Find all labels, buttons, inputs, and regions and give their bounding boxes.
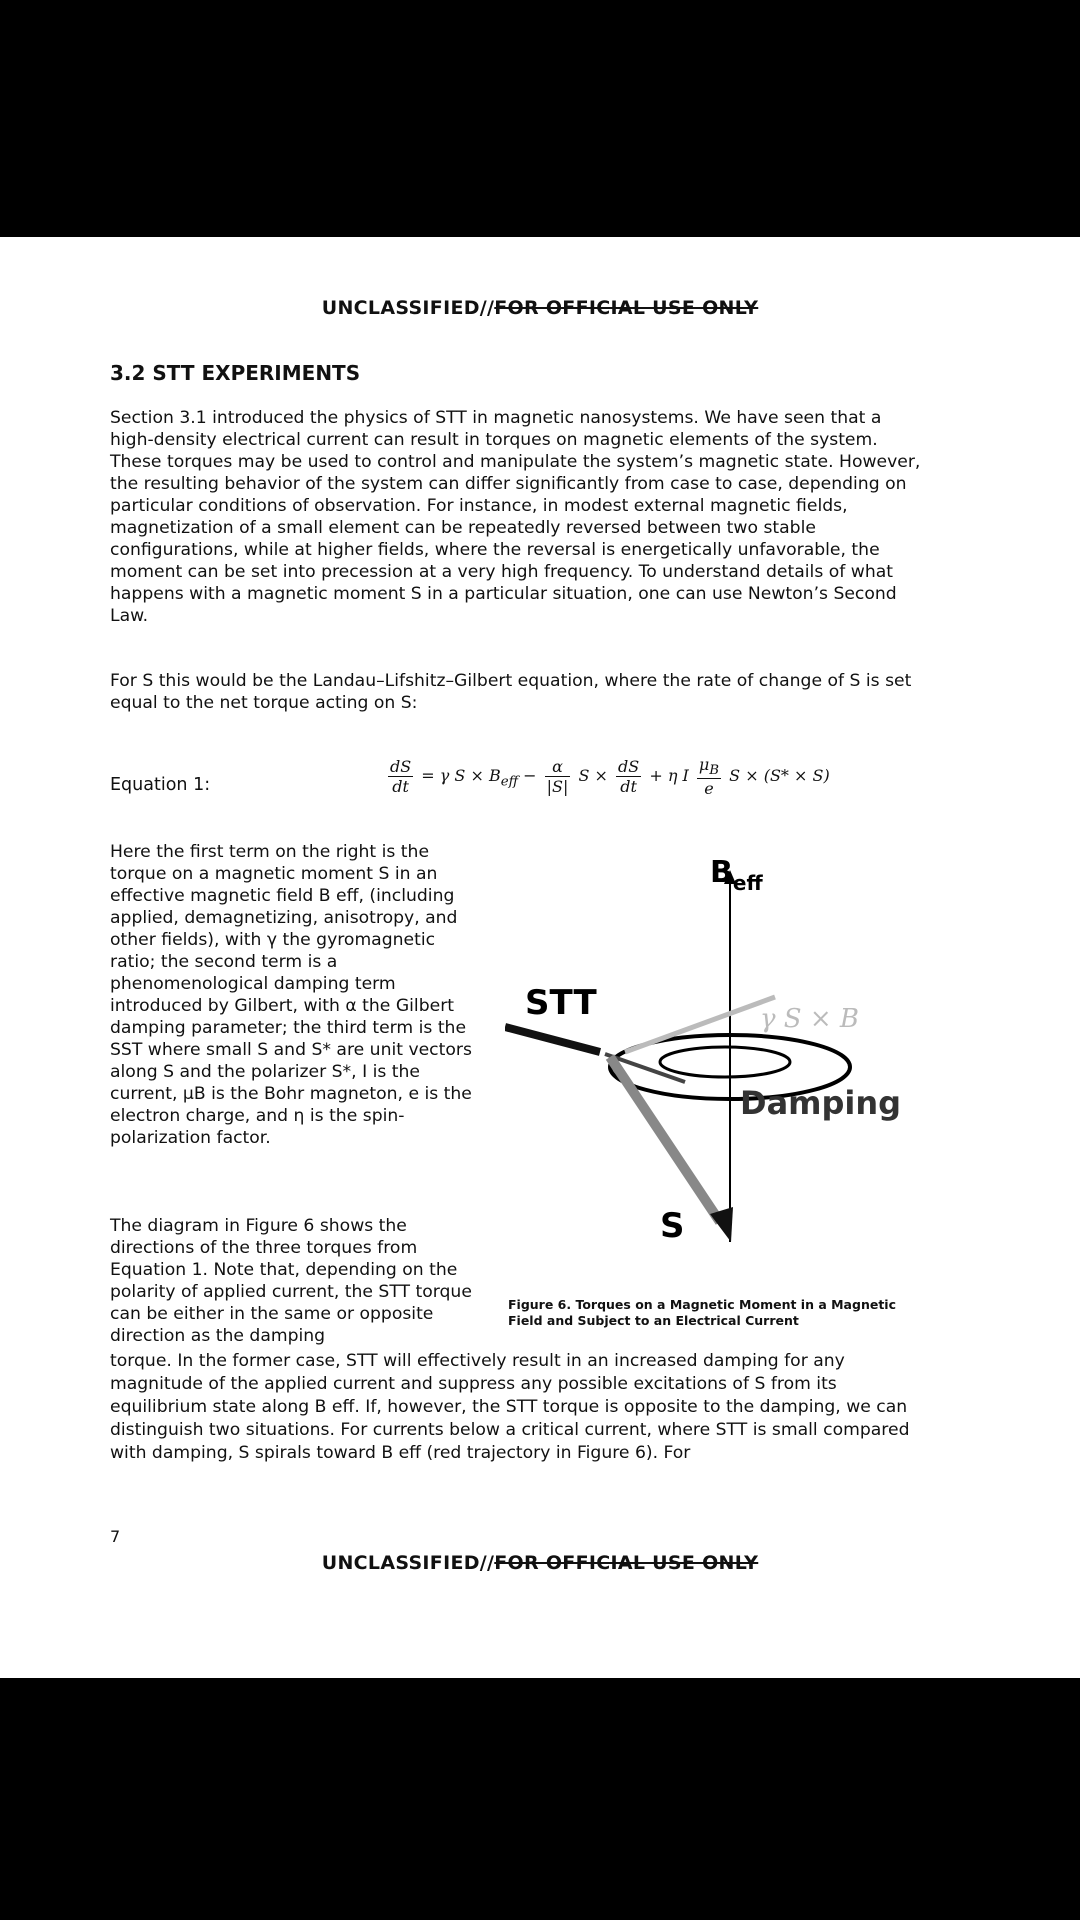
document-page — [0, 237, 1080, 1678]
header-strike: FOR OFFICIAL USE ONLY — [494, 297, 759, 319]
figure-caption: Figure 6. Torques on a Magnetic Moment in a Magnetic Field and Subject to an Electrical Current — [508, 1297, 896, 1328]
continuation-paragraph: torque. In the former case, STT will effectively result in an increased damping for any magnitude of the applied current and suppress any possible excitations of S from its equilibrium state along B eff. If, however, the STT torque is opposite to the damping, we can distinguish two situations. For currents below a critical current, where STT is small compared with damping, S spirals toward B eff (red trajectory in Figure 6). For — [110, 1351, 910, 1463]
s-label: S — [660, 1206, 685, 1246]
damping-label: Damping — [740, 1084, 902, 1122]
stt-arrow — [505, 1027, 600, 1052]
equation-label: Equation 1: — [110, 775, 211, 795]
intro-paragraph: Section 3.1 introduced the physics of STT in magnetic nanosystems. We have seen that a high-density electrical current can result in torques on magnetic elements of the system. These torques may be used to control and manipulate the system’s magnetic state. However, the resulting behavior of the system can differ significantly from case to case, depending on particular conditions of observation. For instance, in modest external magnetic fields, magnetization of a small element can be repeatedly reversed between two stable configurations, while at higher fields, where the reversal is energetically unfavorable, the moment can be set into precession at a very high frequency. To understand details of what happens with a magnetic moment S in a particular situation, one can use Newton’s Second Law. — [110, 408, 921, 626]
page-number: 7 — [110, 1527, 121, 1546]
beff-label: $B_{eff}$ — [710, 855, 763, 895]
inner-precession-ellipse — [660, 1047, 790, 1077]
precession-torque-arrow — [625, 997, 775, 1052]
footer-strike: FOR OFFICIAL USE ONLY — [494, 1552, 759, 1574]
header-classification: UNCLASSIFIED//FOR OFFICIAL USE ONLY — [321, 297, 759, 319]
llg-paragraph: For S this would be the Landau–Lifshitz–Gilbert equation, where the rate of change of S is set equal to the net torque acting on S: — [110, 671, 912, 713]
precession-term-label: γ S × B — [760, 1004, 860, 1034]
term-explanation: Here the first term on the right is the torque on a magnetic moment S in an effective magnetic field B eff, (including applied, demagnetizing, anisotropy, and other fields), with γ the gyromagnetic ratio; the second term is a phenomenological damping term introduced by Gilbert, with α the Gilbert damping parameter; the third term is the SST where small S and S* are unit vectors along S and the polarizer S*, I is the current, μB is the Bohr magneton, e is the electron charge, and η is the spin-polarization factor. — [110, 842, 472, 1148]
footer-classification: UNCLASSIFIED//FOR OFFICIAL USE ONLY — [321, 1552, 759, 1574]
torque-diagram — [505, 822, 925, 1262]
diagram-explanation: The diagram in Figure 6 shows the directions of the three torques from Equation 1. Note that, depending on the polarity of applied current, the STT torque can be either in the same or opposite direction as the damping — [110, 1216, 472, 1346]
llg-equation: $\frac{dS}{dt}$ = γ $S \times B_{eff}$ − $\frac{\alpha}{|S|}$ S × $\frac{dS}{dt}$ + η I $\frac{\mu_B}{e}$ S × (S* × S) — [390, 755, 830, 799]
section-title: 3.2 STT EXPERIMENTS — [110, 361, 361, 385]
s-vector — [610, 1057, 720, 1222]
stt-label: STT — [525, 983, 597, 1023]
